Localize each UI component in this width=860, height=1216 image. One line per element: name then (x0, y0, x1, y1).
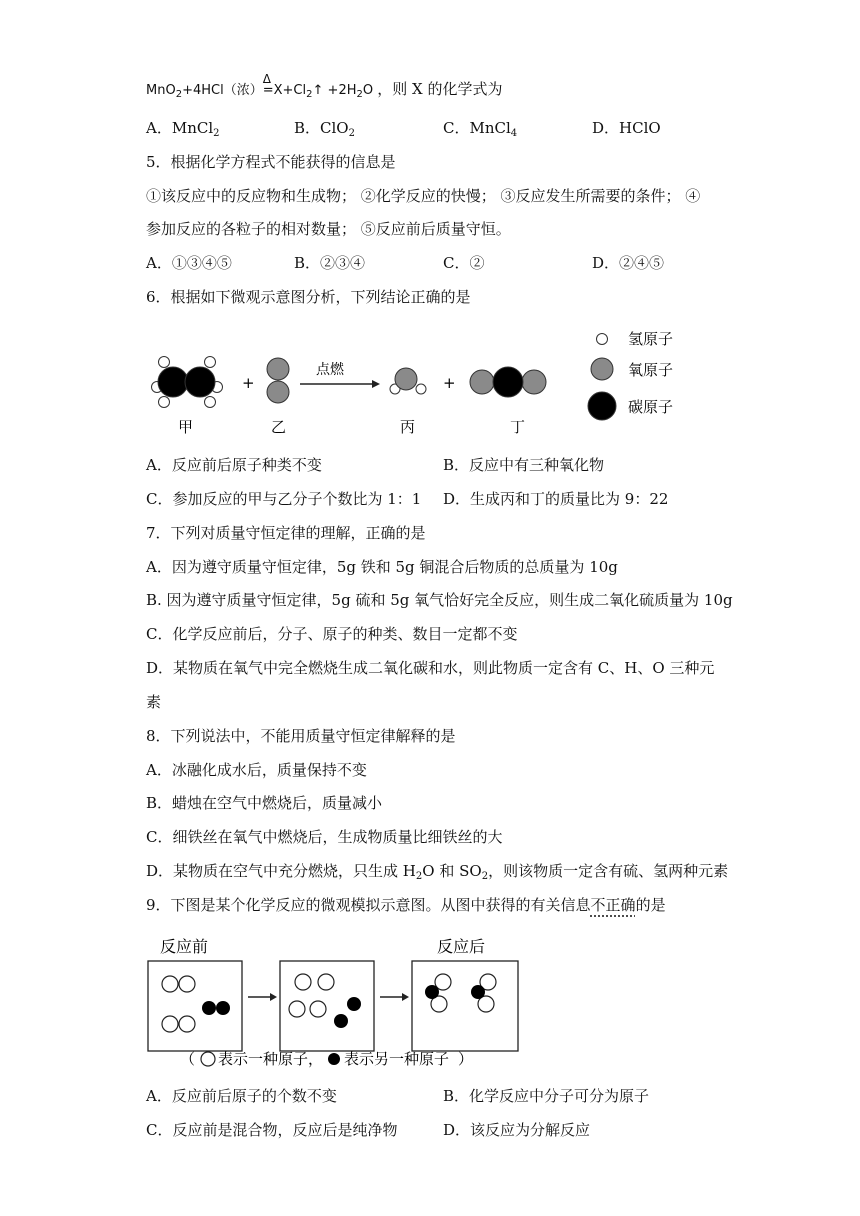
delta-condition: Δ (262, 72, 271, 86)
q7-stem: 7．下列对质量守恒定律的理解，正确的是 (146, 524, 426, 542)
q6-option-b[interactable]: B．反应中有三种氧化物 (443, 456, 605, 474)
q5-option-a[interactable]: A．①③④⑤ (146, 254, 232, 272)
q7-option-d-cont: 素 (146, 693, 162, 711)
caption-open: （ (180, 1050, 196, 1068)
q4-option-a[interactable]: A．MnCl$_2$ (146, 119, 220, 139)
legend-carbon: 碳原子 (628, 398, 674, 416)
molecule-ding (470, 367, 546, 397)
q6-option-a[interactable]: A．反应前后原子种类不变 (146, 456, 322, 474)
q9-stem: 9．下图是某个化学反应的微观模拟示意图。从图中获得的有关信息不正确的是 (146, 896, 666, 914)
white-atom-icon (201, 1052, 215, 1066)
q5-option-b[interactable]: B．②③④ (294, 254, 366, 272)
q6-stem: 6．根据如下微观示意图分析，下列结论正确的是 (146, 288, 471, 306)
plus-sign-2: + (443, 374, 456, 392)
legend-hydrogen: 氢原子 (628, 330, 674, 348)
label-yi: 乙 (271, 418, 287, 436)
q8-stem: 8．下列说法中，不能用质量守恒定律解释的是 (146, 727, 456, 745)
legend-oxygen: 氧原子 (628, 361, 674, 379)
q5-option-c[interactable]: C．② (443, 254, 485, 272)
q9-option-a[interactable]: A．反应前后原子的个数不变 (146, 1087, 337, 1105)
q6-option-c[interactable]: C．参加反应的甲与乙分子个数比为 1：1 (146, 490, 422, 508)
q9-option-c[interactable]: C．反应前是混合物，反应后是纯净物 (146, 1121, 398, 1139)
q5-option-d[interactable]: D．②④⑤ (592, 254, 665, 272)
q9-option-d[interactable]: D．该反应为分解反应 (443, 1121, 591, 1139)
legend-oxygen-icon (591, 358, 613, 380)
q8-option-a[interactable]: A．冰融化成水后，质量保持不变 (146, 761, 367, 779)
label-ding: 丁 (510, 418, 526, 436)
box-after (412, 961, 518, 1051)
q8-option-c[interactable]: C．细铁丝在氧气中燃烧后，生成物质量比细铁丝的大 (146, 828, 503, 846)
q7-option-c[interactable]: C．化学反应前后，分子、原子的种类、数目一定都不变 (146, 625, 518, 643)
q4-option-d[interactable]: D．HClO (592, 119, 661, 137)
legend (588, 334, 616, 421)
plus-sign-1: + (242, 374, 255, 392)
q6-option-d[interactable]: D．生成丙和丁的质量比为 9：22 (443, 490, 669, 508)
legend-hydrogen-icon (597, 334, 608, 345)
q5-line1: ①该反应中的反应物和生成物； ②化学反应的快慢； ③反应发生所需要的条件； ④ (146, 187, 701, 205)
emphasis-text: 不正确 (590, 896, 636, 914)
arrow-label: 点燃 (316, 362, 344, 378)
q8-option-d[interactable]: D．某物质在空气中充分燃烧，只生成 $H_2O$ 和 $SO_2$，则该物质一定含有硫、氢两种元素 (146, 862, 729, 882)
molecule-bing (390, 368, 426, 394)
after-label: 反应后 (437, 937, 486, 956)
q4-option-c[interactable]: C．MnCl$_4$ (443, 119, 518, 139)
q7-option-d[interactable]: D．某物质在氧气中完全燃烧生成二氧化碳和水，则此物质一定含有 C、H、O 三种元 (146, 659, 715, 677)
legend-carbon-icon (588, 392, 616, 420)
q8-option-b[interactable]: B．蜡烛在空气中燃烧后，质量减小 (146, 794, 383, 812)
label-jia: 甲 (178, 418, 194, 436)
molecule-yi (267, 358, 289, 403)
q4-equation: MnO$_2$+4HCl（浓） Δ $=X+Cl_2↑ +2H_2O$ ，则 X 的化学式为 (146, 79, 502, 105)
q7-option-a[interactable]: A．因为遵守质量守恒定律，5g 铁和 5g 铜混合后物质的总质量为 10g (146, 558, 618, 576)
caption-black: 表示另一种原子 (344, 1050, 450, 1068)
black-atom-icon (328, 1053, 340, 1065)
q5-line2: 参加反应的各粒子的相对数量； ⑤反应前后质量守恒。 (146, 220, 511, 238)
q5-stem: 5．根据化学方程式不能获得的信息是 (146, 153, 396, 171)
q9-option-b[interactable]: B．化学反应中分子可分为原子 (443, 1087, 650, 1105)
molecule-jia (152, 357, 223, 408)
caption-white: 表示一种原子， (218, 1050, 324, 1068)
q7-option-b[interactable]: B. 因为遵守质量守恒定律，5g 硫和 5g 氧气恰好完全反应，则生成二氧化硫质量为 10g (146, 591, 733, 609)
q6-molecule-diagram (140, 322, 700, 442)
label-bing: 丙 (400, 418, 416, 436)
before-label: 反应前 (160, 937, 209, 956)
q9-reaction-diagram (140, 930, 540, 1070)
q4-option-b[interactable]: B．ClO$_2$ (294, 119, 355, 139)
caption-close: ） (458, 1050, 474, 1068)
